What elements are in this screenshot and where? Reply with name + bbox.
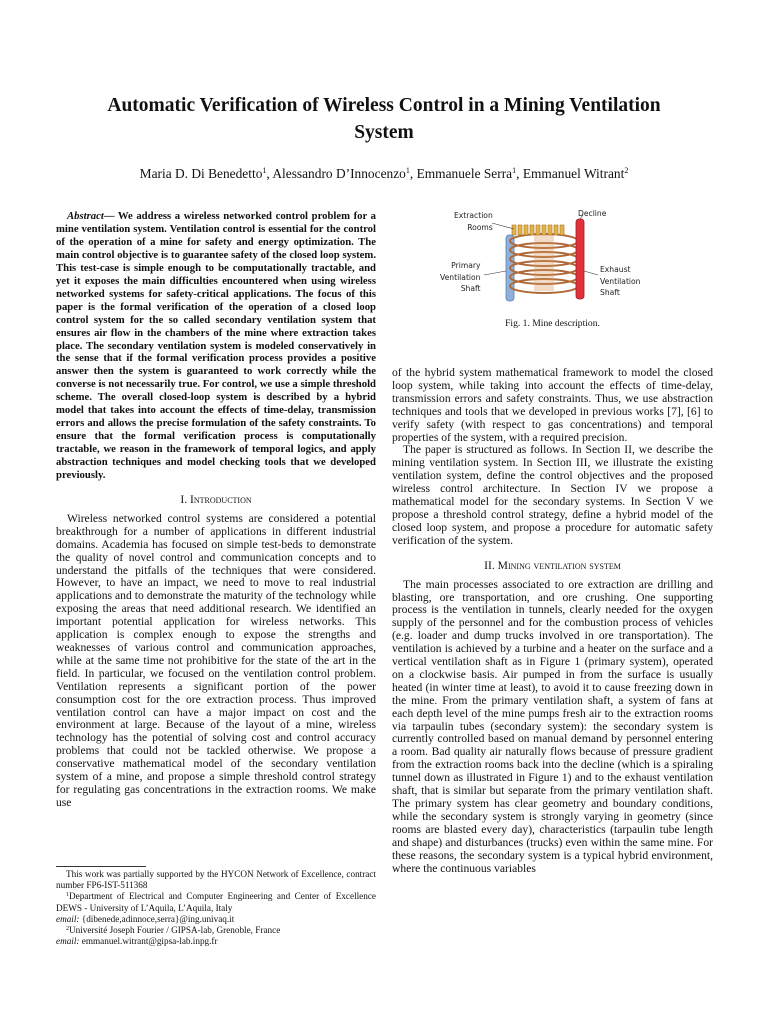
section-heading-introduction bbox=[56, 494, 376, 507]
footnote-email-2 bbox=[56, 936, 376, 947]
figure-mine-description bbox=[440, 205, 670, 305]
section-title: Introduction bbox=[190, 493, 252, 507]
section-number: II. bbox=[484, 558, 498, 572]
author-separator: , bbox=[516, 166, 523, 181]
affiliation-mark: 1 bbox=[262, 166, 267, 175]
section-number: I. bbox=[180, 493, 191, 507]
label-primary-shaft: Primary Ventilation Shaft bbox=[440, 261, 481, 293]
author-list bbox=[60, 166, 708, 182]
affiliation-mark: 2 bbox=[624, 166, 629, 175]
footnotes bbox=[56, 866, 376, 947]
abstract bbox=[56, 210, 376, 482]
author-separator: , bbox=[266, 166, 273, 181]
footnote-affiliation-2 bbox=[56, 925, 376, 936]
label-extraction-rooms: Extraction Rooms bbox=[454, 211, 493, 232]
left-column bbox=[56, 210, 376, 810]
paper-title: Automatic Verification of Wireless Control in a Mining Ventilation System bbox=[107, 95, 661, 143]
label-exhaust-shaft: Exhaust Ventilation Shaft bbox=[600, 265, 641, 297]
email-label: email: bbox=[56, 913, 80, 924]
paragraph: of the hybrid system mathematical framework to model the closed loop system, while taking into account the effects of time-delay, transmission errors and safety constraints. Thus, we use abstraction techniques and tools that we developed in previous works [7], [6] to verify safety (with respect to gas concentrations) and temporal properties of the system, with a required precision. bbox=[392, 366, 713, 444]
paragraph: The main processes associated to ore extraction are drilling and blasting, ore transportation, and ore crushing. One supporting process is the ventilation in tunnels, clearly needed for the oxygen supply of the personnel and for the combustion process of vehicles (e.g. loader and dump trucks involved in ore transportation). The ventilation is achieved by a turbine and a heater on the surface and a vertical ventilation shaft as in Figure 1 (primary system), operated on a clockwise basis. Air pumped in from the surface is usually heated (in winter time at least), to avoid it to cause freezing down in the mine. From the primary ventilation shaft, a system of fans at each depth level of the mine pumps fresh air to the extraction rooms via tarpaulin tubes (secondary system): the secondary system is currently controlled based on manual demand by personnel entering a room. Bad quality air naturally flows because of pressure gradient from the extraction rooms back into the decline (which is a spiraling tunnel down as illustrated in Figure 1) and to the exhaust ventilation shaft, that is similar but separate from the primary ventilation shaft. The primary system has clear geometry and boundary conditions, while the secondary system is strongly varying in geometry (since rooms are blasted every day), characteristics (tarpaulin tube length and shape) and disturbances (trucks) even within the same mine. For these reasons, the secondary system is a typical hybrid environment, where the continuous variables bbox=[392, 577, 713, 875]
abstract-label: Abstract— bbox=[67, 210, 115, 222]
affiliation-mark: 1 bbox=[66, 892, 69, 899]
affiliation-mark: 1 bbox=[405, 166, 410, 175]
decline-core bbox=[534, 235, 554, 291]
abstract-text: We address a wireless networked control problem for a mine ventilation system. Ventilation control is essential for the control of the operation of a mine for safety and energy optimization. The main control objective is to guarantee safety of the closed loop system. This test-case is simple enough to be computationally tractable, and yet it exposes the main difficulties encountered when using wireless networked systems for safety-critical applications. The focus of this paper is the formal verification of the operation of a closed loop control system for the so called secondary ventilation system that ensures air flow in the chambers of the mine where extraction takes place. The secondary ventilation system is modeled conservatively in the sense that if the formal verification process provides a positive answer then the system is guaranteed to work correctly while the converse is not necessarily true. For control, we use a simple threshold scheme. The overall closed-loop system is described by a hybrid model that takes into account the effects of time-delay, transmission errors and allows the precise formulation of the safety constraints. To ensure that the formal verification process is computationally tractable, we reason in the framework of temporal logics, and apply abstraction techniques and model checking tools that we developed previously. bbox=[56, 210, 376, 482]
exhaust-shaft bbox=[576, 219, 584, 299]
email-label: email: bbox=[56, 936, 80, 947]
affiliation-text: Université Joseph Fourier / GIPSA-lab, Grenoble, France bbox=[69, 925, 281, 936]
affiliation-mark: 2 bbox=[66, 926, 69, 933]
author-separator: , bbox=[409, 166, 417, 181]
label-decline: Decline bbox=[578, 209, 607, 218]
affiliation-text: Department of Electrical and Computer Engineering and Center of Excellence DEWS - University of L’Aquila, L’Aquila, Italy bbox=[56, 891, 376, 913]
extraction-rooms bbox=[512, 225, 564, 235]
affiliation-mark: 1 bbox=[512, 166, 517, 175]
right-column bbox=[392, 367, 713, 875]
author-name: Alessandro D’Innocenzo bbox=[272, 166, 406, 181]
author-name: Maria D. Di Benedetto bbox=[139, 166, 263, 181]
paragraph: Wireless networked control systems are considered a potential breakthrough for a number of applications in different industrial domains. Academia has focused on simple test-beds to demonstrate the quality of novel control and communication concepts and to understand the pitfalls of the techniques that were considered. However, to have an impact, we need to move to real industrial applications and to demonstrate the maturity of the technology while exposing the areas that need additional research. We identified an important potential application for wireless networks. This application is complex enough to expose the strengths and weaknesses of various control and communication approaches, while at the same time not prohibitive for the state of the art in the field. In particular, we focused on the ventilation control problem. Ventilation represents a significant portion of the power consumption cost for the ore extraction process. Thus improved ventilation control can have a major impact on cost and the environment at large. Because of the layout of a mine, wireless technology has the potential of solving cost and control accuracy problems that could not be tackled otherwise. We propose a conservative mathematical model of the secondary ventilation system of a mine, and propose a simple threshold control strategy for regulating gas concentrations in the extraction rooms. We make use bbox=[56, 511, 376, 809]
section-title: Mining ventilation system bbox=[497, 558, 621, 572]
paragraph: The paper is structured as follows. In Section II, we describe the mining ventilation system. In Section III, we illustrate the existing ventilation system, define the control objectives and the proposed wireless control architecture. In Section IV we propose a mathematical model for the secondary systems. In Section V we propose a threshold control strategy, define a hybrid model of the closed loop system, and propose a procedure for automatic safety verification of the system. bbox=[392, 443, 713, 547]
footnote-email-1 bbox=[56, 914, 376, 925]
email-text: emmanuel.witrant@gipsa-lab.inpg.fr bbox=[79, 936, 218, 947]
email-text: {dibenede,adinnoce,serra}@ing.univaq.it bbox=[79, 913, 235, 924]
footnote-rule bbox=[56, 866, 146, 867]
author-name: Emmanuele Serra bbox=[416, 166, 513, 181]
section-heading-mining-ventilation bbox=[392, 560, 713, 573]
author-name: Emmanuel Witrant bbox=[522, 166, 625, 181]
figure-caption: Fig. 1. Mine description. bbox=[505, 318, 600, 329]
footnote-funding: This work was partially supported by the HYCON Network of Excellence, contract number FP6-IST-511368 bbox=[56, 869, 376, 891]
footnote-affiliation-1 bbox=[56, 891, 376, 913]
